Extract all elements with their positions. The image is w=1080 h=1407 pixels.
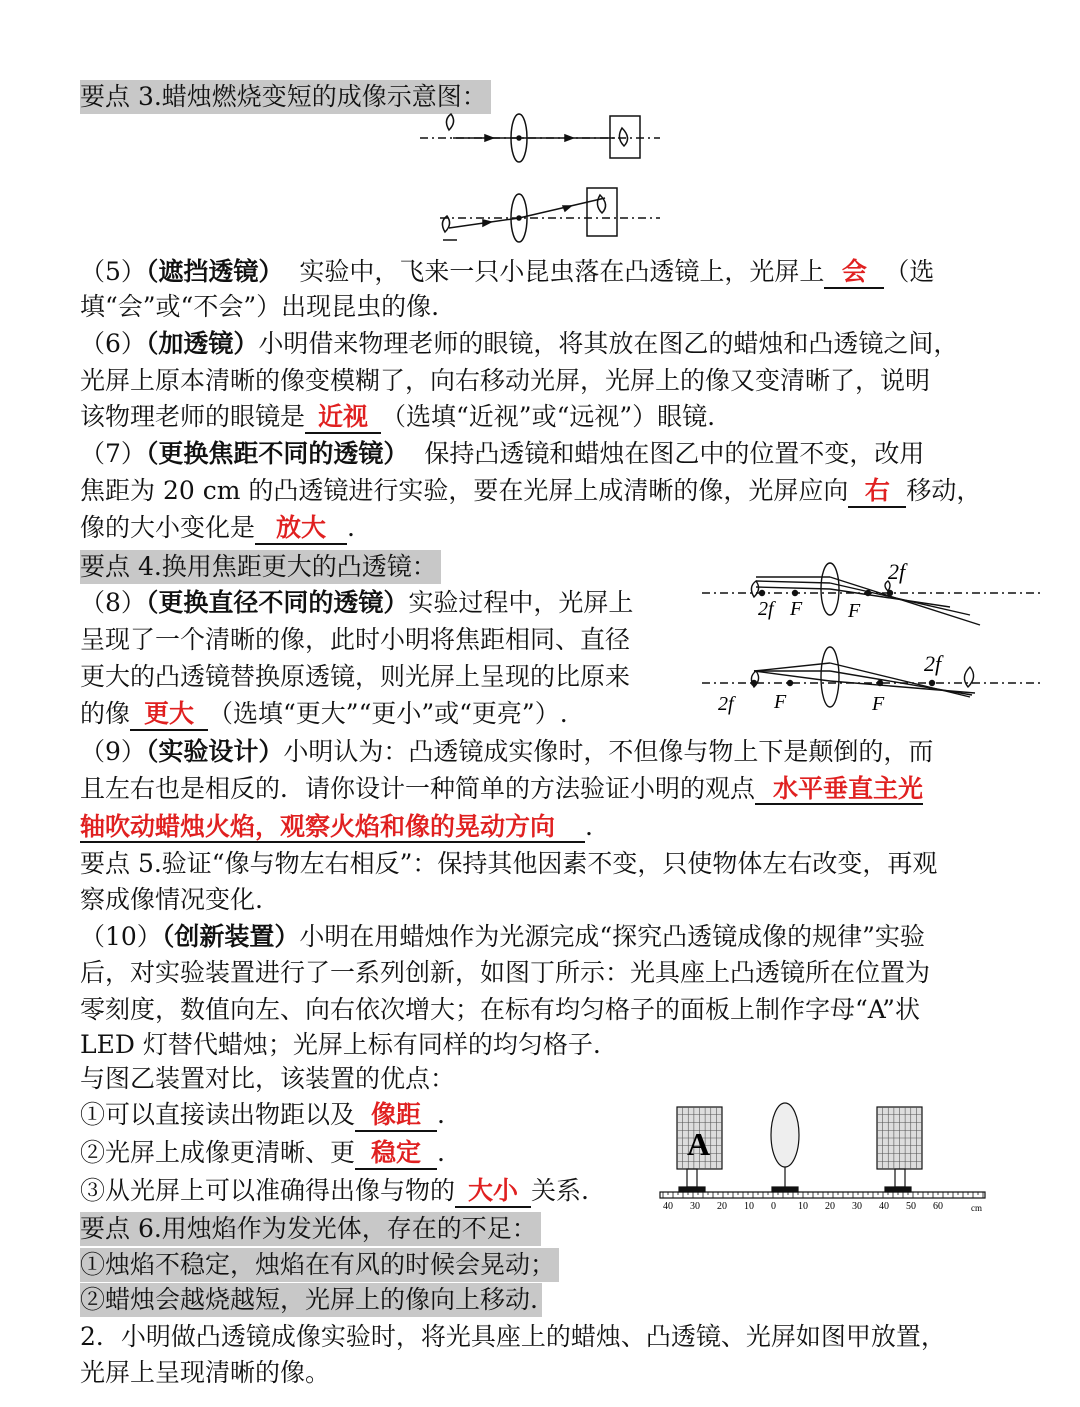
question-tag: （更换直径不同的透镜） (145, 588, 409, 617)
question-text: 移动， (906, 476, 982, 505)
answer-blank: 更大 (130, 699, 208, 731)
question-8-line-1 (80, 586, 633, 620)
key-point-6-heading: 要点 6.用烛焰作为发光体，存在的不足： (80, 1212, 541, 1246)
ruler-tick-label: 20 (825, 1201, 835, 1212)
question-9-line-1 (80, 735, 933, 769)
question-text: 像的大小变化是 (80, 513, 256, 542)
candle-shortening-diagram (415, 110, 665, 255)
question-number: （6） (80, 329, 146, 358)
question-text: 后，对实验装置进行了一系列创新，如图丁所示：光具座上凸透镜所在位置为 (80, 958, 931, 987)
question-text: 与图乙装置对比，该装置的优点： (80, 1064, 456, 1093)
question-text: （选填“更大”“更小”或“更亮”）. (208, 699, 568, 728)
ruler-tick-label: 60 (933, 1201, 943, 1212)
question-10-item-1 (80, 1098, 445, 1132)
label-2f: 2f (924, 651, 942, 676)
question-number: （5） (80, 257, 146, 286)
key-point-5-line-1 (80, 847, 937, 881)
question-tag: （加透镜） (145, 329, 259, 358)
question-text: 光屏上呈现清晰的像。 (80, 1358, 331, 1387)
question-text: 小明认为：凸透镜成实像时，不但像与物上下是颠倒的，而 (283, 737, 934, 766)
answer-blank: 大小 (455, 1176, 531, 1208)
question-text: 实验过程中，光屏上 (408, 588, 634, 617)
question-text: 填“会”或“不会”）出现昆虫的像. (80, 292, 440, 321)
question-text: . (437, 1100, 445, 1129)
question-text: 的像 (80, 699, 131, 728)
question-text: （选填“近视”或“远视”）眼镜. (381, 402, 716, 431)
question-text: ③从光屏上可以准确得出像与物的 (80, 1176, 456, 1205)
key-point-4 (80, 550, 441, 584)
question-tag: （创新装置） (161, 922, 300, 951)
question-10-line-5 (80, 1062, 455, 1096)
answer-blank: 放大 (255, 513, 347, 545)
question-text: LED 灯替代蜡烛；光屏上标有同样的均匀格子. (80, 1030, 601, 1059)
ruler-tick-label: 30 (852, 1201, 862, 1212)
answer-blank: 水平垂直主光 (755, 774, 923, 805)
question-number: （7） (80, 439, 146, 468)
question-10-line-2 (80, 956, 930, 990)
question-text: 保持凸透镜和蜡烛在图乙中的位置不变，改用 (424, 439, 925, 468)
question-text: 焦距为 20 cm 的凸透镜进行实验，要在光屏上成清晰的像，光屏应向 (80, 476, 849, 505)
optical-bench-figure (655, 1095, 995, 1215)
question-text: 光屏上原本清晰的像变模糊了，向右移动光屏，光屏上的像又变清晰了，说明 (80, 366, 931, 395)
label-F: F (848, 600, 861, 622)
question-9-line-2 (80, 772, 923, 806)
question-2-line-1 (80, 1320, 946, 1354)
question-8-line-3 (80, 660, 630, 694)
question-text: 更大的凸透镜替换原透镜，则光屏上呈现的比原来 (80, 662, 631, 691)
question-text: 且左右也是相反的．请你设计一种简单的方法验证小明的观点 (80, 774, 756, 803)
question-tag: （遮挡透镜） (145, 257, 284, 286)
ruler-tick-label: 40 (879, 1201, 889, 1212)
question-text: （选 (884, 257, 935, 286)
question-text: 呈现了一个清晰的像，此时小明将焦距相同、直径 (80, 625, 631, 654)
answer-blank: 像距 (355, 1100, 437, 1132)
question-10-item-2 (80, 1136, 445, 1170)
key-point-text: 要点 5.验证“像与物左右相反”：保持其他因素不变，只使物体左右改变，再观 (80, 849, 938, 878)
question-number: （8） (80, 588, 146, 617)
key-point-text: 察成像情况变化. (80, 885, 263, 914)
ruler-unit: cm (971, 1203, 982, 1213)
ruler-tick-label: 20 (717, 1201, 727, 1212)
question-2-line-2 (80, 1356, 330, 1390)
question-9-line-3 (80, 810, 593, 844)
label-F: F (774, 691, 787, 713)
question-8-line-4 (80, 697, 568, 731)
question-number: （10） (80, 922, 162, 951)
question-text: 小明借来物理老师的眼镜，将其放在图乙的蜡烛和凸透镜之间， (258, 329, 959, 358)
question-6-line-1 (80, 327, 958, 361)
question-7-line-3 (80, 511, 355, 545)
question-text: 该物理老师的眼镜是 (80, 402, 306, 431)
question-7-line-1 (80, 437, 924, 471)
answer-blank: 会 (824, 257, 884, 289)
key-point-3-heading: 要点 3.蜡烛燃烧变短的成像示意图： (80, 80, 491, 114)
answer-blank: 近视 (305, 402, 381, 434)
question-5-line-2 (80, 290, 439, 324)
led-letter-a: A (687, 1126, 711, 1162)
question-8-line-2 (80, 623, 630, 657)
question-10-line-4 (80, 1028, 601, 1062)
question-tag: （实验设计） (145, 737, 284, 766)
question-text: ②光屏上成像更清晰、更 (80, 1138, 356, 1167)
ruler-tick-label: 10 (744, 1201, 754, 1212)
question-7-line-2 (80, 474, 981, 508)
ruler-ticks (663, 1192, 983, 1198)
question-text: 零刻度，数值向左、向右依次增大；在标有均匀格子的面板上制作字母“A”状 (80, 995, 920, 1024)
answer-blank: 轴吹动蜡烛火焰，观察火焰和像的晃动方向 (80, 812, 585, 843)
question-tag: （更换焦距不同的透镜） (145, 439, 409, 468)
focal-length-ray-diagram (700, 555, 1045, 725)
question-text: 实验中，飞来一只小昆虫落在凸透镜上，光屏上 (299, 257, 825, 286)
question-text: ①可以直接读出物距以及 (80, 1100, 356, 1129)
question-6-line-2 (80, 364, 930, 398)
label-2f: 2f (718, 693, 734, 715)
ruler-tick-label: 40 (663, 1201, 673, 1212)
label-F: F (872, 693, 885, 715)
answer-blank: 稳定 (355, 1138, 437, 1170)
question-5-line-1 (80, 255, 934, 289)
ruler-tick-label: 10 (798, 1201, 808, 1212)
question-text: 关系. (531, 1176, 589, 1205)
question-text: . (437, 1138, 445, 1167)
question-10-line-1 (80, 920, 925, 954)
key-point-6-line-2 (80, 1283, 542, 1317)
ruler-tick-label: 0 (771, 1201, 776, 1212)
question-text: . (585, 812, 593, 841)
label-2f: 2f (888, 559, 906, 584)
question-6-line-3 (80, 400, 715, 434)
label-2f: 2f (758, 598, 774, 620)
key-point-5-line-2 (80, 883, 263, 917)
key-point-6 (80, 1212, 541, 1246)
label-F: F (790, 598, 803, 620)
answer-blank: 右 (848, 476, 906, 508)
question-text: 2．小明做凸透镜成像实验时，将光具座上的蜡烛、凸透镜、光屏如图甲放置， (80, 1322, 946, 1351)
key-point-6-item: ①烛焰不稳定，烛焰在有风的时候会晃动； (80, 1248, 559, 1282)
key-point-4-heading: 要点 4.换用焦距更大的凸透镜： (80, 550, 441, 584)
question-text: . (347, 513, 355, 542)
key-point-3 (80, 80, 491, 114)
key-point-6-line-1 (80, 1248, 559, 1282)
ruler-tick-label: 30 (690, 1201, 700, 1212)
question-10-item-3 (80, 1174, 589, 1208)
question-number: （9） (80, 737, 146, 766)
key-point-6-item: ②蜡烛会越烧越短，光屏上的像向上移动. (80, 1283, 542, 1317)
question-10-line-3 (80, 993, 920, 1027)
ruler-tick-label: 50 (906, 1201, 916, 1212)
question-text: 小明在用蜡烛作为光源完成“探究凸透镜成像的规律”实验 (299, 922, 925, 951)
